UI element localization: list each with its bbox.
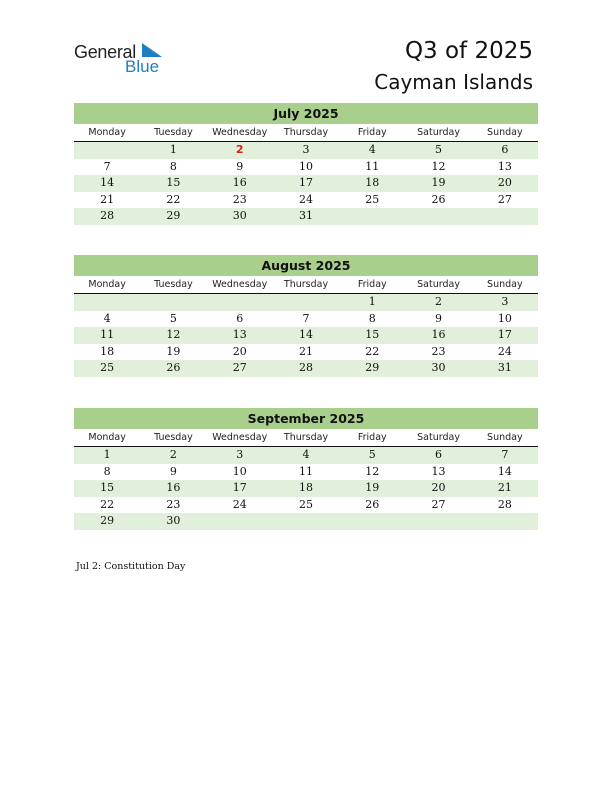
- day-cell: 27: [232, 361, 247, 374]
- day-cell: 14: [298, 328, 313, 341]
- day-cell: 13: [497, 159, 512, 173]
- weekday-label: Friday: [357, 279, 387, 290]
- day-cell: 10: [497, 311, 512, 325]
- day-cell: 5: [368, 448, 376, 461]
- week-row: [74, 513, 538, 530]
- day-cell: 9: [169, 464, 177, 478]
- day-cell: [74, 142, 140, 159]
- day-cell: 28: [497, 497, 512, 511]
- day-cell: [273, 513, 339, 530]
- day-cell: 30: [431, 361, 446, 374]
- day-cell: 4: [368, 143, 376, 156]
- day-cell: 26: [431, 192, 446, 206]
- weekday-label: Saturday: [417, 127, 460, 138]
- day-cell: 3: [236, 448, 244, 461]
- month-block: [74, 103, 538, 225]
- weekday-header-row: [74, 276, 538, 294]
- weekday-label: Tuesday: [154, 432, 193, 443]
- week-row: [74, 311, 538, 328]
- day-cell: 13: [431, 464, 446, 478]
- day-cell: 23: [166, 497, 181, 511]
- day-cell: 15: [100, 481, 115, 494]
- day-cell: 29: [100, 514, 115, 527]
- week-row: [74, 480, 538, 497]
- day-cell: 21: [298, 344, 313, 358]
- week-row: [74, 464, 538, 481]
- day-cell: 9: [236, 159, 244, 173]
- day-cell: [273, 294, 339, 311]
- day-cell: 3: [302, 143, 310, 156]
- day-cell: 22: [365, 344, 380, 358]
- month-block: [74, 255, 538, 377]
- day-cell: 22: [100, 497, 115, 511]
- day-cell: 27: [431, 497, 446, 511]
- weekday-label: Sunday: [487, 432, 523, 443]
- day-cell: 29: [166, 209, 181, 222]
- day-cell: 2: [169, 448, 177, 461]
- day-cell: [339, 513, 405, 530]
- day-cell: 20: [497, 176, 512, 189]
- weekday-label: Wednesday: [212, 279, 268, 290]
- day-cell: 16: [232, 176, 247, 189]
- day-cell: 30: [232, 209, 247, 222]
- brand-word-blue: Blue: [125, 57, 160, 76]
- day-cell: 17: [232, 481, 247, 494]
- day-cell: 27: [497, 192, 512, 206]
- day-cell: 21: [100, 192, 115, 206]
- day-cell: 5: [435, 143, 443, 156]
- week-row: [74, 447, 538, 464]
- weekday-label: Wednesday: [212, 432, 268, 443]
- month-title: July 2025: [74, 103, 538, 124]
- day-cell: [405, 208, 471, 225]
- month-block: [74, 408, 538, 530]
- day-cell: 11: [365, 159, 380, 173]
- day-cell: 15: [166, 176, 181, 189]
- day-cell: 25: [298, 497, 313, 511]
- day-cell: 23: [232, 192, 247, 206]
- day-cell: 20: [232, 344, 247, 358]
- day-cell: 24: [232, 497, 247, 511]
- day-cell: 8: [368, 311, 376, 325]
- weekday-label: Sunday: [487, 127, 523, 138]
- day-cell: 16: [431, 328, 446, 341]
- day-cell: 25: [100, 361, 115, 374]
- day-cell: 26: [365, 497, 380, 511]
- day-cell: 29: [365, 361, 380, 374]
- day-cell: 1: [169, 143, 177, 156]
- day-cell: 7: [103, 159, 111, 173]
- day-cell: 18: [100, 344, 115, 358]
- day-cell: [339, 208, 405, 225]
- month-title: September 2025: [74, 408, 538, 429]
- week-row: [74, 208, 538, 225]
- month-title: August 2025: [74, 255, 538, 276]
- day-cell: 17: [298, 176, 313, 189]
- weekday-header-row: [74, 124, 538, 142]
- day-cell: 10: [232, 464, 247, 478]
- day-cell: 25: [365, 192, 380, 206]
- day-cell: 18: [365, 176, 380, 189]
- week-row: [74, 294, 538, 311]
- day-cell: 14: [497, 464, 512, 478]
- day-cell: 4: [103, 311, 111, 325]
- day-cell: 9: [435, 311, 443, 325]
- weekday-label: Wednesday: [212, 127, 268, 138]
- weekday-header-row: [74, 429, 538, 447]
- week-row: [74, 497, 538, 514]
- day-cell: 19: [166, 344, 181, 358]
- day-cell: 30: [166, 514, 181, 527]
- day-cell: 6: [236, 311, 244, 325]
- week-row: [74, 159, 538, 176]
- day-cell: [472, 208, 538, 225]
- holiday-day-cell: 2: [235, 143, 244, 156]
- page-title: Q3 of 2025: [404, 38, 533, 64]
- day-cell: 12: [166, 328, 181, 341]
- day-cell: [207, 513, 273, 530]
- week-row: [74, 142, 538, 159]
- weekday-label: Monday: [88, 127, 126, 138]
- week-row: [74, 360, 538, 377]
- day-cell: 15: [365, 328, 380, 341]
- day-cell: 7: [501, 448, 509, 461]
- week-row: [74, 192, 538, 209]
- day-cell: 19: [365, 481, 380, 494]
- day-cell: 2: [435, 295, 443, 308]
- day-cell: 14: [100, 176, 115, 189]
- day-cell: [405, 513, 471, 530]
- weekday-label: Thursday: [283, 432, 329, 443]
- day-cell: 22: [166, 192, 181, 206]
- weekday-label: Thursday: [283, 127, 329, 138]
- day-cell: 28: [298, 361, 313, 374]
- weekday-label: Monday: [88, 279, 126, 290]
- day-cell: 31: [298, 209, 313, 222]
- weekday-label: Saturday: [417, 432, 460, 443]
- day-cell: 1: [103, 448, 111, 461]
- day-cell: 5: [169, 311, 177, 325]
- day-cell: 19: [431, 176, 446, 189]
- weekday-label: Friday: [357, 127, 387, 138]
- day-cell: 4: [302, 448, 310, 461]
- day-cell: 12: [431, 159, 446, 173]
- page-subtitle: Cayman Islands: [374, 70, 533, 94]
- day-cell: 18: [298, 481, 313, 494]
- day-cell: 8: [169, 159, 177, 173]
- day-cell: 6: [501, 143, 509, 156]
- day-cell: 8: [103, 464, 111, 478]
- day-cell: 10: [298, 159, 313, 173]
- weekday-label: Thursday: [283, 279, 329, 290]
- day-cell: 1: [368, 295, 376, 308]
- day-cell: [472, 513, 538, 530]
- day-cell: [207, 294, 273, 311]
- weekday-label: Saturday: [417, 279, 460, 290]
- day-cell: 11: [100, 328, 115, 341]
- weekday-label: Tuesday: [154, 127, 193, 138]
- day-cell: 26: [166, 361, 181, 374]
- week-row: [74, 175, 538, 192]
- day-cell: 16: [166, 481, 181, 494]
- day-cell: 6: [435, 448, 443, 461]
- day-cell: 3: [501, 295, 509, 308]
- week-row: [74, 327, 538, 344]
- day-cell: 11: [298, 464, 313, 478]
- day-cell: 28: [100, 209, 115, 222]
- day-cell: 31: [497, 361, 512, 374]
- brand-logo: [74, 42, 174, 78]
- day-cell: [140, 294, 206, 311]
- holiday-note: Jul 2: Constitution Day: [76, 561, 186, 572]
- day-cell: 7: [302, 311, 310, 325]
- day-cell: [74, 294, 140, 311]
- brand-word-general: General: [74, 42, 136, 62]
- weekday-label: Monday: [88, 432, 126, 443]
- day-cell: 13: [232, 328, 247, 341]
- weekday-label: Friday: [357, 432, 387, 443]
- day-cell: 24: [298, 192, 313, 206]
- week-row: [74, 344, 538, 361]
- day-cell: 24: [497, 344, 512, 358]
- day-cell: 17: [497, 328, 512, 341]
- day-cell: 21: [497, 481, 512, 494]
- day-cell: 23: [431, 344, 446, 358]
- day-cell: 20: [431, 481, 446, 494]
- day-cell: 12: [365, 464, 380, 478]
- weekday-label: Sunday: [487, 279, 523, 290]
- weekday-label: Tuesday: [154, 279, 193, 290]
